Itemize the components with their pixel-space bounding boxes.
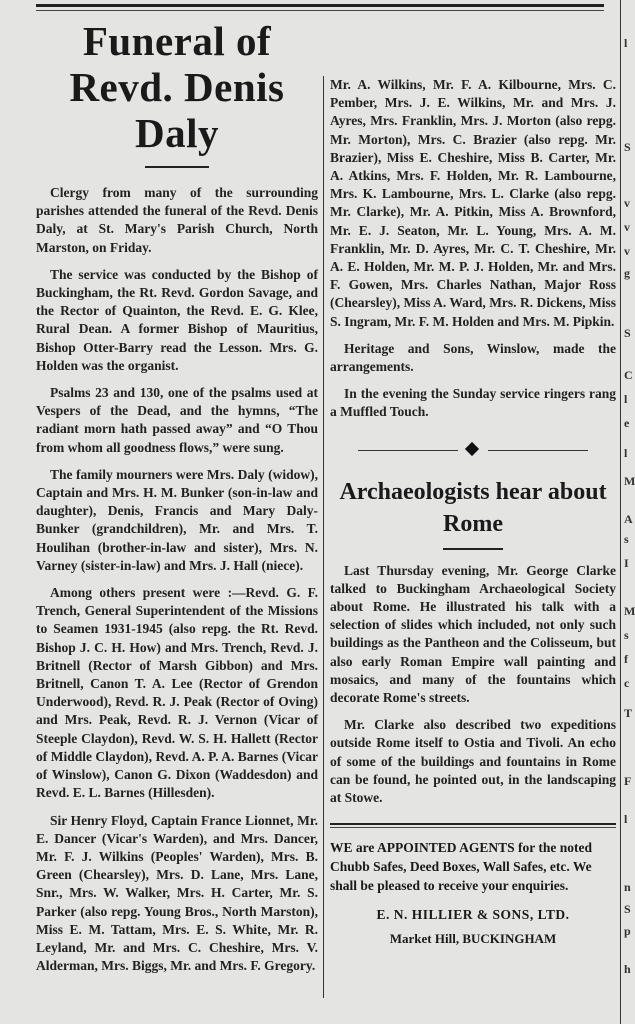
edge-letter: A [624,512,633,526]
funeral-article [36,18,318,984]
funeral-paragraph: Sir Henry Floyd, Captain France Lionnet, Mr. E. Dancer (Vicar's Warden), and Mrs. Dancer, Mr. F. J. Wilkins (Peoples' Warden), Mrs. B. Green (Chearsley), Mrs. D. Lane, Mrs. Lane, Snr., Mrs. W. Walker, Mrs. H. Carter, Mr. S. Parker (also repg. Young Bros., North Marston), Miss E. M. Tattam, Mrs. E. S. White, Mr. R. Leyland, Mr. and Mrs. C. Cheshire, Mrs. V. Alderman, Mrs. Biggs, Mr. and Mrs. F. Gregory. [36,812,318,974]
edge-letter: l [624,392,628,406]
funeral-headline: Funeral of Revd. Denis Daly [69,18,285,156]
edge-letter: v [624,220,630,234]
edge-letter: n [624,880,631,894]
edge-letter: s [624,532,629,546]
edge-letter: f [624,652,628,666]
edge-letter: l [624,36,628,50]
diamond-separator [330,436,616,466]
edge-letter: s [624,628,629,642]
edge-letter: c [624,676,630,690]
advert [330,838,616,947]
archaeology-paragraph: Last Thursday evening, Mr. George Clarke talked to Buckingham Archaeological Society about Rome. He illustrated his talk with a selection of slides which included, not only such buildings as the Pantheon and the Colisseum, but also early Roman Empire wall painting and mosaics, and many of the fountains which decorate Rome's streets. [330,562,616,706]
edge-letter: S [624,902,631,916]
edge-letter: v [624,244,630,258]
funeral-continued-paragraph: Mr. A. Wilkins, Mr. F. A. Kilbourne, Mrs. C. Pember, Mrs. J. E. Wilkins, Mr. and Mrs. J. Ayres, Mrs. Franklin, Mrs. J. Morton (also repg. Mr. Morton), Mrs. C. Brazier (also repg. Mr. Brazier), Miss E. Cheshire, Miss B. Carter, Mr. A. Atkins, Mrs. F. Holden, Mr. R. Lambourne, Mrs. K. Lambourne, Mrs. L. Clarke (also repg. Mr. Clarke), Mr. A. Pitkin, Miss A. Brownford, Mr. E. J. Seaton, Mr. L. Young, Mrs. A. M. Franklin, Mr. D. Ayres, Mr. C. T. Cheshire, Mr. A. E. Holden, Mr. M. P. J. Holden, Mr. and Mrs. F. Gowen, Mrs. Charles Nathan, Major Ross (Chearsley), Miss A. Ward, Mrs. R. Dickens, Miss S. Ingram, Mr. F. M. Holden and Mrs. M. Pipkin. [330,77,616,329]
edge-letter: S [624,326,631,340]
diamond-icon [465,442,479,456]
edge-letter: p [624,924,631,938]
funeral-continued-paragraph: Heritage and Sons, Winslow, made the arrangements. [330,340,616,375]
edge-letter: M [624,474,635,488]
funeral-paragraph: Among others present were :—Revd. G. F. Trench, General Superintendent of the Missions to Seamen 1931-1945 (also repg. the Rt. Revd. Bishop J. C. H. How) and Mrs. Trench, Revd. J. Britnell (Rector of Marsh Gibbon) and Mrs. Britnell, Canon T. A. Lee (Rector of Grendon Underwood), Revd. R. J. Peak (Rector of Oving) and Mrs. Peak, Revd. R. J. Vernon (Vicar of Steeple Claydon), Revd. W. S. H. Hallett (Rector of Middle Claydon), Revd. A. P. A. Barnes (Vicar of Winslow), Canon G. Dixon (Waddesdon) and Revd. E. L. Barnes (Hillesden). [36,585,318,801]
edge-letter: M [624,604,635,618]
adjacent-column-edge [622,0,635,1024]
separator-line-left [358,450,458,451]
edge-letter: I [624,556,629,570]
advert-rule [330,823,616,825]
edge-letter: e [624,416,630,430]
advert-rule-thin [330,827,616,828]
advert-text: WE are APPOINTED AGENTS for the noted Chubb Safes, Deed Boxes, Wall Safes, etc. We shall be pleased to receive your enquiries. [330,840,593,894]
column-divider-right [620,0,621,1024]
edge-letter: F [624,774,632,788]
middle-column [330,76,616,947]
edge-letter: g [624,266,630,280]
edge-letter: T [624,706,633,720]
edge-letter: l [624,812,628,826]
edge-letter: S [624,140,631,154]
edge-letter: v [624,196,630,210]
funeral-paragraph: Psalms 23 and 130, one of the psalms used at Vespers of the Dead, and the hymns, “The radiant morn hath passed away” and “O Thou from whom all goodness flows,” were sung. [36,385,318,455]
funeral-paragraph: The family mourners were Mrs. Daly (widow), Captain and Mrs. H. M. Bunker (son-in-law and daughter), Denis, Francis and Mary Daly-Bunker (grandchildren), Mr. and Mrs. T. Houlihan (brother-in-law and sister), Mrs. N. Varney (sister-in-law) and Mrs. J. Hall (niece). [36,466,318,573]
headline-rule [443,548,503,550]
archaeology-headline: Archaeologists hear about Rome [339,478,607,537]
separator-line-right [488,450,588,451]
top-rule-thin [36,10,604,11]
funeral-paragraph: Clergy from many of the surrounding parishes attended the funeral of the Revd. Denis Daly, at St. Mary's Parish Church, North Marston, on Friday. [36,185,318,255]
column-divider [323,76,324,998]
advert-company-name: E. N. HILLIER & SONS, LTD. [376,907,570,923]
advert-address: Market Hill, BUCKINGHAM [389,931,557,947]
edge-letter: h [624,962,631,976]
funeral-paragraph: The service was conducted by the Bishop of Buckingham, the Rt. Revd. Gordon Savage, and the Rector of Quainton, the Revd. E. G. Klee, Rural Dean. A former Bishop of Mauritius, Bishop Otter-Barry read the Lesson. Mrs. G. Holden was the organist. [36,266,318,373]
edge-letter: l [624,446,628,460]
edge-letter: C [624,368,633,382]
top-rule [36,4,604,7]
archaeology-paragraph: Mr. Clarke also described two expeditions outside Rome itself to Ostia and Tivoli. An echo of some of the buildings and fountains in Rome can be found, he pointed out, in the landscaping at Stowe. [330,717,616,806]
headline-rule [145,166,209,168]
funeral-continued-paragraph: In the evening the Sunday service ringers rang a Muffled Touch. [330,386,616,420]
